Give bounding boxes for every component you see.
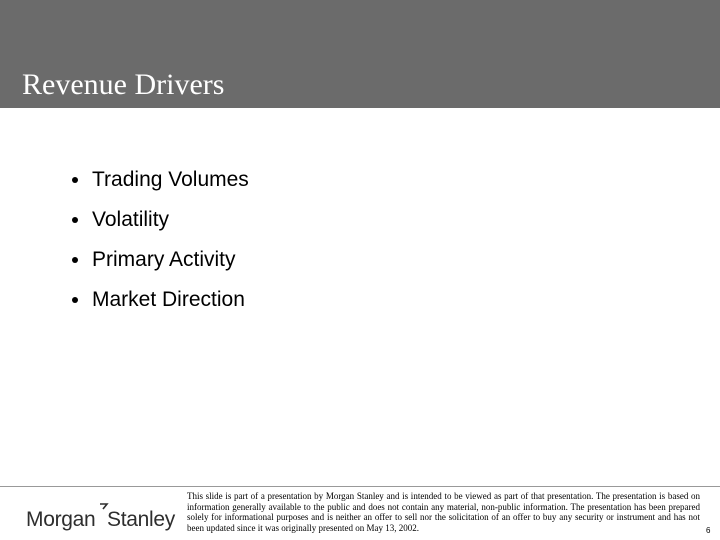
title-banner [0, 0, 720, 108]
page-number: 6 [706, 526, 711, 535]
bullet-text: Trading Volumes [92, 168, 249, 191]
bullet-text: Primary Activity [92, 248, 236, 271]
bullet-dot-icon [72, 177, 78, 183]
bullet-text: Volatility [92, 208, 170, 231]
bullet-dot-icon [72, 217, 78, 223]
slide-title: Revenue Drivers [22, 68, 225, 101]
bullet-item [70, 200, 249, 240]
disclaimer-text: This slide is part of a presentation by Morgan Stanley and is intended to be viewed as part of that presentation. The presentation is based on information generally available to the public and does not contain any material, non-public information. The presentation has been prepared solely for informational purposes and is neither an offer to sell nor the solicitation of an offer to buy any security or instrument and has not been updated since it was originally presented on May 13, 2002. [187, 491, 700, 533]
bullet-item [70, 160, 249, 200]
bullet-text: Market Direction [92, 288, 245, 311]
bullet-item [70, 240, 249, 280]
logo-word-stanley: Stanley [107, 508, 175, 531]
bullet-dot-icon [72, 257, 78, 263]
bullet-item [70, 280, 249, 320]
morgan-stanley-logo [26, 500, 175, 534]
bullet-list [70, 160, 249, 320]
bullet-dot-icon [72, 297, 78, 303]
logo-word-morgan: Morgan [26, 508, 96, 531]
footer-divider [0, 486, 720, 487]
